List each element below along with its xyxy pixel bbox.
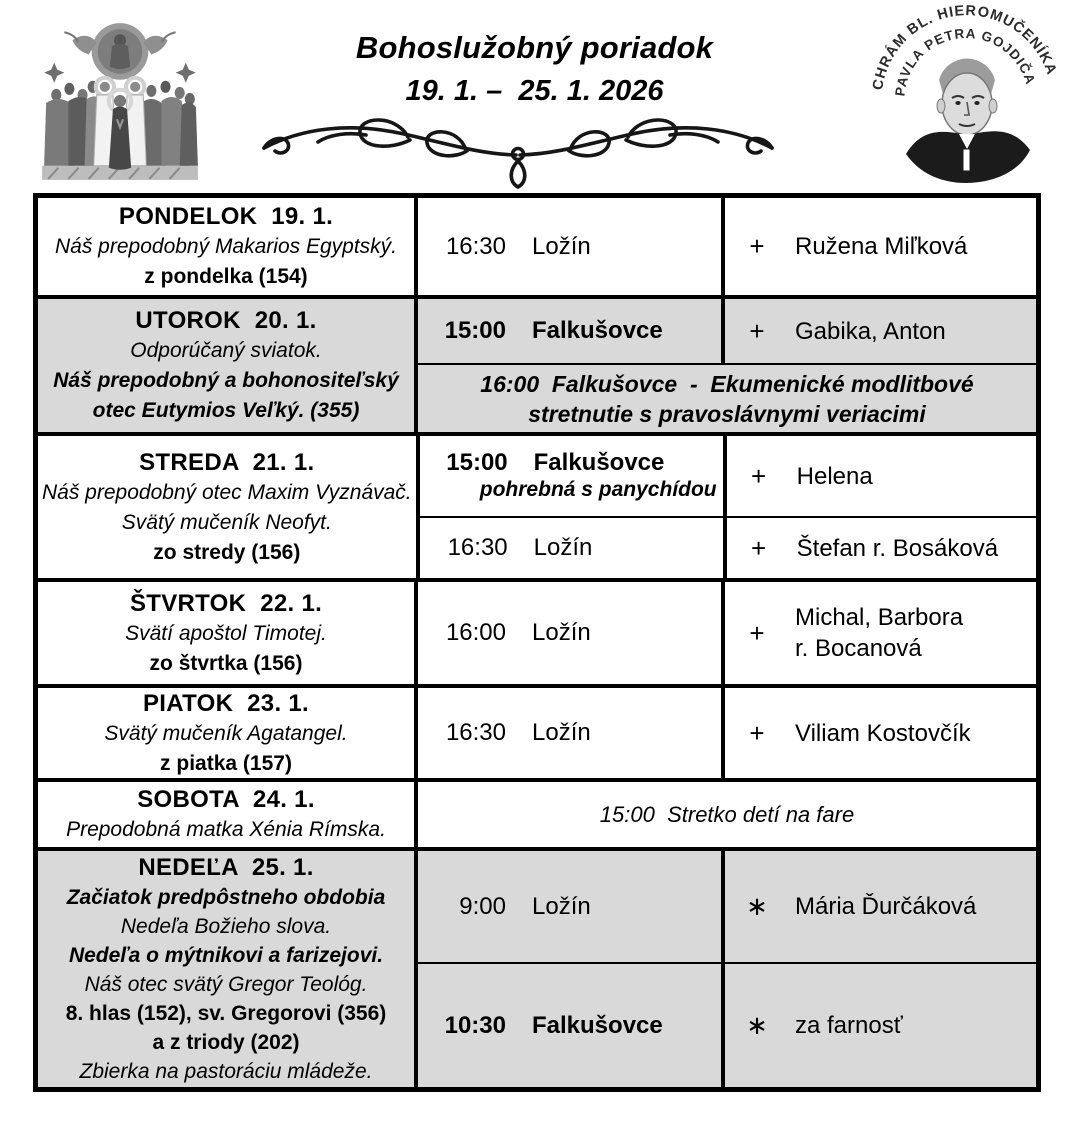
service-time: 10:30	[444, 1011, 506, 1039]
services-column	[418, 782, 1036, 847]
day-title: ŠTVRTOK 22. 1.	[129, 589, 323, 617]
parish-stamp	[866, 2, 1068, 190]
announcement-row	[418, 363, 1036, 432]
service-time: 15:00	[446, 449, 508, 476]
service-time: 16:30	[445, 232, 506, 260]
intention-cell	[725, 582, 1036, 684]
services-column	[420, 436, 1036, 578]
intention-name-line: Štefan r. Bosáková	[796, 534, 999, 562]
time-place-line	[418, 619, 721, 647]
intention-names	[797, 461, 873, 492]
day-detail-line: Začiatok predpôstneho obdobia	[66, 886, 386, 909]
time-place-line	[418, 719, 721, 747]
day-detail-line: z pondelka (154)	[144, 265, 308, 288]
service-row	[418, 962, 1036, 1087]
time-place-cell	[418, 582, 725, 684]
day-row	[38, 295, 1036, 432]
time-place-line	[418, 233, 721, 261]
date-range: 19. 1. – 25. 1. 2026	[405, 75, 664, 107]
intention-names	[795, 718, 971, 749]
services-column	[418, 198, 1036, 295]
intention-names	[795, 231, 967, 262]
service-row	[420, 516, 1036, 578]
day-cell	[38, 782, 418, 847]
service-place: Ložín	[532, 892, 591, 920]
intention-name-line: Ružena Miľková	[795, 233, 968, 260]
day-detail-line: Svätý mučeník Agatangel.	[104, 721, 348, 745]
day-detail-line: Svätí apoštol Timotej.	[125, 621, 327, 645]
time-place-cell	[418, 299, 725, 363]
announcement-row	[418, 782, 1036, 847]
service-place: Falkušovce	[533, 449, 665, 476]
intention-symbol: +	[749, 717, 765, 748]
church-icon-image	[34, 14, 206, 186]
intention-symbol: +	[749, 231, 765, 261]
day-detail-line: Náš prepodobný otec Maxim Vyznávač.	[42, 480, 412, 504]
intention-cell	[725, 964, 1036, 1087]
day-detail-line: zo štvrtka (156)	[149, 651, 303, 675]
stamp-text-inner: PAVLA PETRA GOJDIČA	[892, 25, 1039, 98]
day-row	[38, 198, 1036, 295]
intention-names	[795, 1010, 903, 1041]
day-cell	[38, 582, 418, 684]
intention-cell	[727, 436, 1036, 516]
service-place: Ložín	[532, 232, 591, 260]
intention-name-line: r. Bocanová	[795, 635, 922, 662]
time-place-line	[418, 1012, 721, 1040]
intention-name-line: Mária Ďurčáková	[795, 893, 977, 920]
intention-name-line: Michal, Barbora	[795, 604, 964, 631]
intention-names	[795, 316, 946, 347]
schedule-table	[33, 193, 1041, 1092]
time-place-line	[420, 534, 723, 562]
day-detail-line: Prepodobná matka Xénia Rímska.	[66, 818, 386, 841]
day-detail-line: a z triody (202)	[152, 1031, 300, 1054]
intention-symbol: +	[749, 617, 765, 648]
service-row	[418, 851, 1036, 962]
intention-name-line: za farnosť	[795, 1012, 903, 1039]
day-row	[38, 684, 1036, 778]
services-column	[418, 688, 1036, 778]
time-place-cell	[418, 851, 725, 962]
day-detail-line: zo stredy (156)	[153, 540, 301, 564]
intention-symbol: +	[749, 315, 765, 346]
service-row	[418, 688, 1036, 778]
service-row	[418, 198, 1036, 295]
services-column	[418, 582, 1036, 684]
day-title: NEDEĽA 25. 1.	[138, 854, 314, 881]
day-title: SOBOTA 24. 1.	[137, 786, 315, 813]
time-place-cell	[418, 688, 725, 778]
services-column	[418, 851, 1036, 1087]
intention-cell	[725, 851, 1036, 962]
day-title: UTOROK 20. 1.	[135, 307, 317, 334]
intention-cell	[725, 688, 1036, 778]
time-place-cell	[418, 964, 725, 1087]
day-detail-line: Náš otec svätý Gregor Teológ.	[84, 973, 368, 996]
intention-names	[795, 891, 976, 922]
day-detail-line: Svätý mučeník Neofyt.	[121, 510, 332, 534]
service-row	[418, 582, 1036, 684]
intention-symbol: ∗	[746, 1010, 768, 1040]
intention-symbol: ∗	[746, 891, 768, 921]
intention-name-line: Gabika, Anton	[795, 317, 946, 345]
day-row	[38, 778, 1036, 847]
intention-names	[797, 533, 998, 564]
day-row	[38, 847, 1036, 1087]
service-time: 16:30	[447, 534, 508, 561]
day-detail-line: Odporúčaný sviatok.	[130, 339, 322, 362]
intention-cell	[725, 299, 1036, 363]
service-note: pohrebná s panychídou	[479, 478, 717, 501]
service-row	[418, 299, 1036, 363]
time-place-line	[420, 449, 723, 477]
service-place: Falkušovce	[532, 317, 663, 344]
intention-symbol: +	[751, 532, 767, 563]
flourish-divider	[258, 108, 778, 190]
day-detail-line: Nedeľa Božieho slova.	[120, 915, 332, 938]
day-cell	[38, 851, 418, 1087]
day-cell	[38, 299, 418, 432]
announcement-line: 16:00 Falkušovce - Ekumenické modlitbové	[480, 370, 974, 397]
service-row	[420, 436, 1036, 516]
day-title: PONDELOK 19. 1.	[118, 203, 334, 230]
day-detail-line: Nedeľa o mýtnikovi a farizejovi.	[68, 944, 384, 967]
day-cell	[38, 688, 418, 778]
service-time: 9:00	[459, 892, 506, 920]
day-detail-line: Zbierka na pastoráciu mládeže.	[79, 1060, 373, 1083]
time-place-cell	[418, 198, 725, 295]
page-title: Bohoslužobný poriadok	[355, 30, 714, 65]
service-place: Ložín	[532, 619, 591, 646]
intention-cell	[727, 518, 1036, 578]
day-detail-line: Náš prepodobný a bohonositeľský	[53, 369, 399, 392]
day-cell	[38, 436, 420, 578]
day-title: PIATOK 23. 1.	[142, 689, 310, 717]
intention-name-line: Helena	[796, 462, 873, 490]
intention-cell	[725, 198, 1036, 295]
service-place: Ložín	[532, 719, 591, 746]
day-title: STREDA 21. 1.	[139, 448, 315, 476]
day-detail-line: z piatka (157)	[160, 751, 292, 775]
services-column	[418, 299, 1036, 432]
announcement-line: stretnutie s pravoslávnymi veriacimi	[528, 400, 926, 427]
day-row	[38, 578, 1036, 684]
time-place-cell	[420, 518, 727, 578]
service-time: 15:00	[444, 317, 506, 344]
stamp-portrait	[906, 59, 1030, 183]
day-row	[38, 432, 1036, 578]
intention-names	[795, 602, 963, 664]
service-time: 16:00	[445, 619, 506, 646]
day-detail-line: Náš prepodobný Makarios Egyptský.	[55, 235, 397, 258]
time-place-line	[418, 893, 721, 921]
intention-name-line: Viliam Kostovčík	[795, 719, 971, 747]
day-detail-line: otec Eutymios Veľký. (355)	[92, 399, 360, 422]
time-place-cell	[420, 436, 727, 516]
day-cell	[38, 198, 418, 295]
announcement-line: 15:00 Stretko detí na fare	[599, 801, 855, 827]
title-block	[262, 30, 807, 108]
intention-symbol: +	[751, 460, 767, 491]
time-place-line	[418, 317, 721, 345]
service-place: Falkušovce	[532, 1011, 663, 1039]
stamp-text-outer: CHRÁM BL. HIEROMUČENÍKA	[870, 3, 1060, 92]
service-time: 16:30	[445, 719, 506, 746]
day-detail-line: 8. hlas (152), sv. Gregorovi (356)	[65, 1002, 387, 1025]
service-place: Ložín	[533, 534, 593, 561]
